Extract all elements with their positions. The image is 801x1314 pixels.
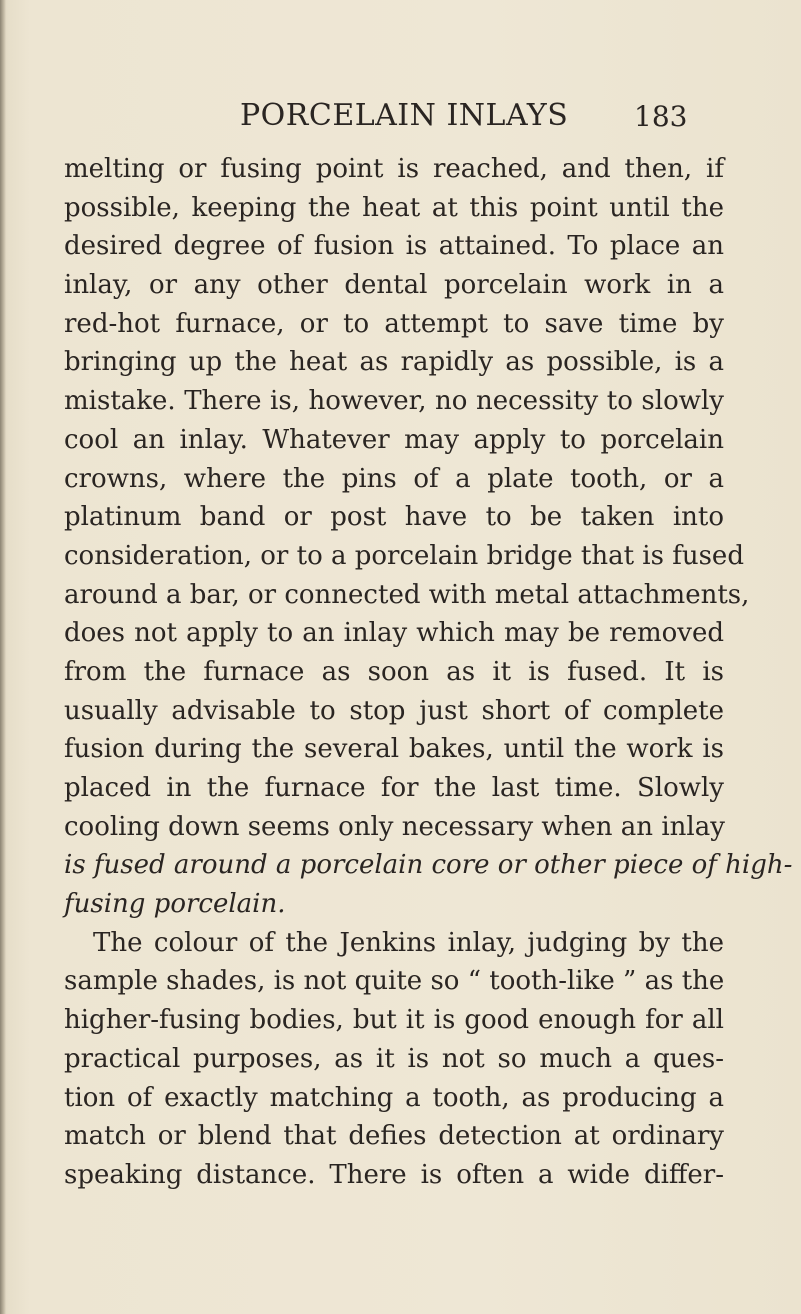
running-title: PORCELAIN INLAYS: [240, 98, 569, 133]
text-line: crowns, where the pins of a plate tooth, or a: [64, 463, 724, 494]
text-line: inlay, or any other dental porcelain work in a: [64, 270, 724, 301]
text-line: sample shades, is not quite so “ tooth-like ” as the: [64, 966, 725, 997]
paragraph-start-line: The colour of the Jenkins inlay, judging by the: [93, 927, 724, 958]
text-line: around a bar, or connected with metal attachments,: [64, 579, 750, 610]
text-line: fusion during the several bakes, until the work is: [64, 734, 724, 765]
text-line: cooling down seems only necessary when an inlay: [64, 811, 725, 842]
text-line-italic: fusing porcelain.: [64, 889, 286, 920]
text-line: platinum band or post have to be taken into: [64, 502, 724, 533]
text-line-italic: is fused around a porcelain core or other piece of high-: [64, 850, 793, 881]
text-line: tion of exactly matching a tooth, as producing a: [64, 1082, 724, 1113]
page-header: [0, 98, 801, 138]
text-line: speaking distance. There is often a wide differ-: [64, 1159, 724, 1190]
page-spine-shadow: [0, 0, 6, 1314]
text-line: from the furnace as soon as it is fused. It is: [64, 656, 724, 687]
text-line: mistake. There is, however, no necessity to slowly: [64, 386, 724, 417]
text-line: possible, keeping the heat at this point until the: [64, 192, 724, 223]
text-line: match or blend that defies detection at ordinary: [64, 1121, 724, 1152]
text-line: higher-fusing bodies, but it is good enough for all: [64, 1005, 724, 1036]
text-line: usually advisable to stop just short of complete: [64, 695, 724, 726]
text-line: practical purposes, as it is not so much a ques-: [64, 1043, 724, 1074]
text-line: desired degree of fusion is attained. To place an: [64, 231, 724, 262]
text-line: bringing up the heat as rapidly as possible, is a: [64, 347, 724, 378]
page-number: 183: [634, 100, 688, 133]
text-line: consideration, or to a porcelain bridge that is fused: [64, 540, 744, 571]
body-text: [64, 150, 793, 1195]
text-line: red-hot furnace, or to attempt to save time by: [64, 308, 724, 339]
text-line: cool an inlay. Whatever may apply to porcelain: [64, 424, 724, 455]
text-line: melting or fusing point is reached, and then, if: [64, 154, 724, 184]
text-line: does not apply to an inlay which may be removed: [64, 618, 724, 649]
text-line: placed in the furnace for the last time. Slowly: [64, 773, 724, 803]
